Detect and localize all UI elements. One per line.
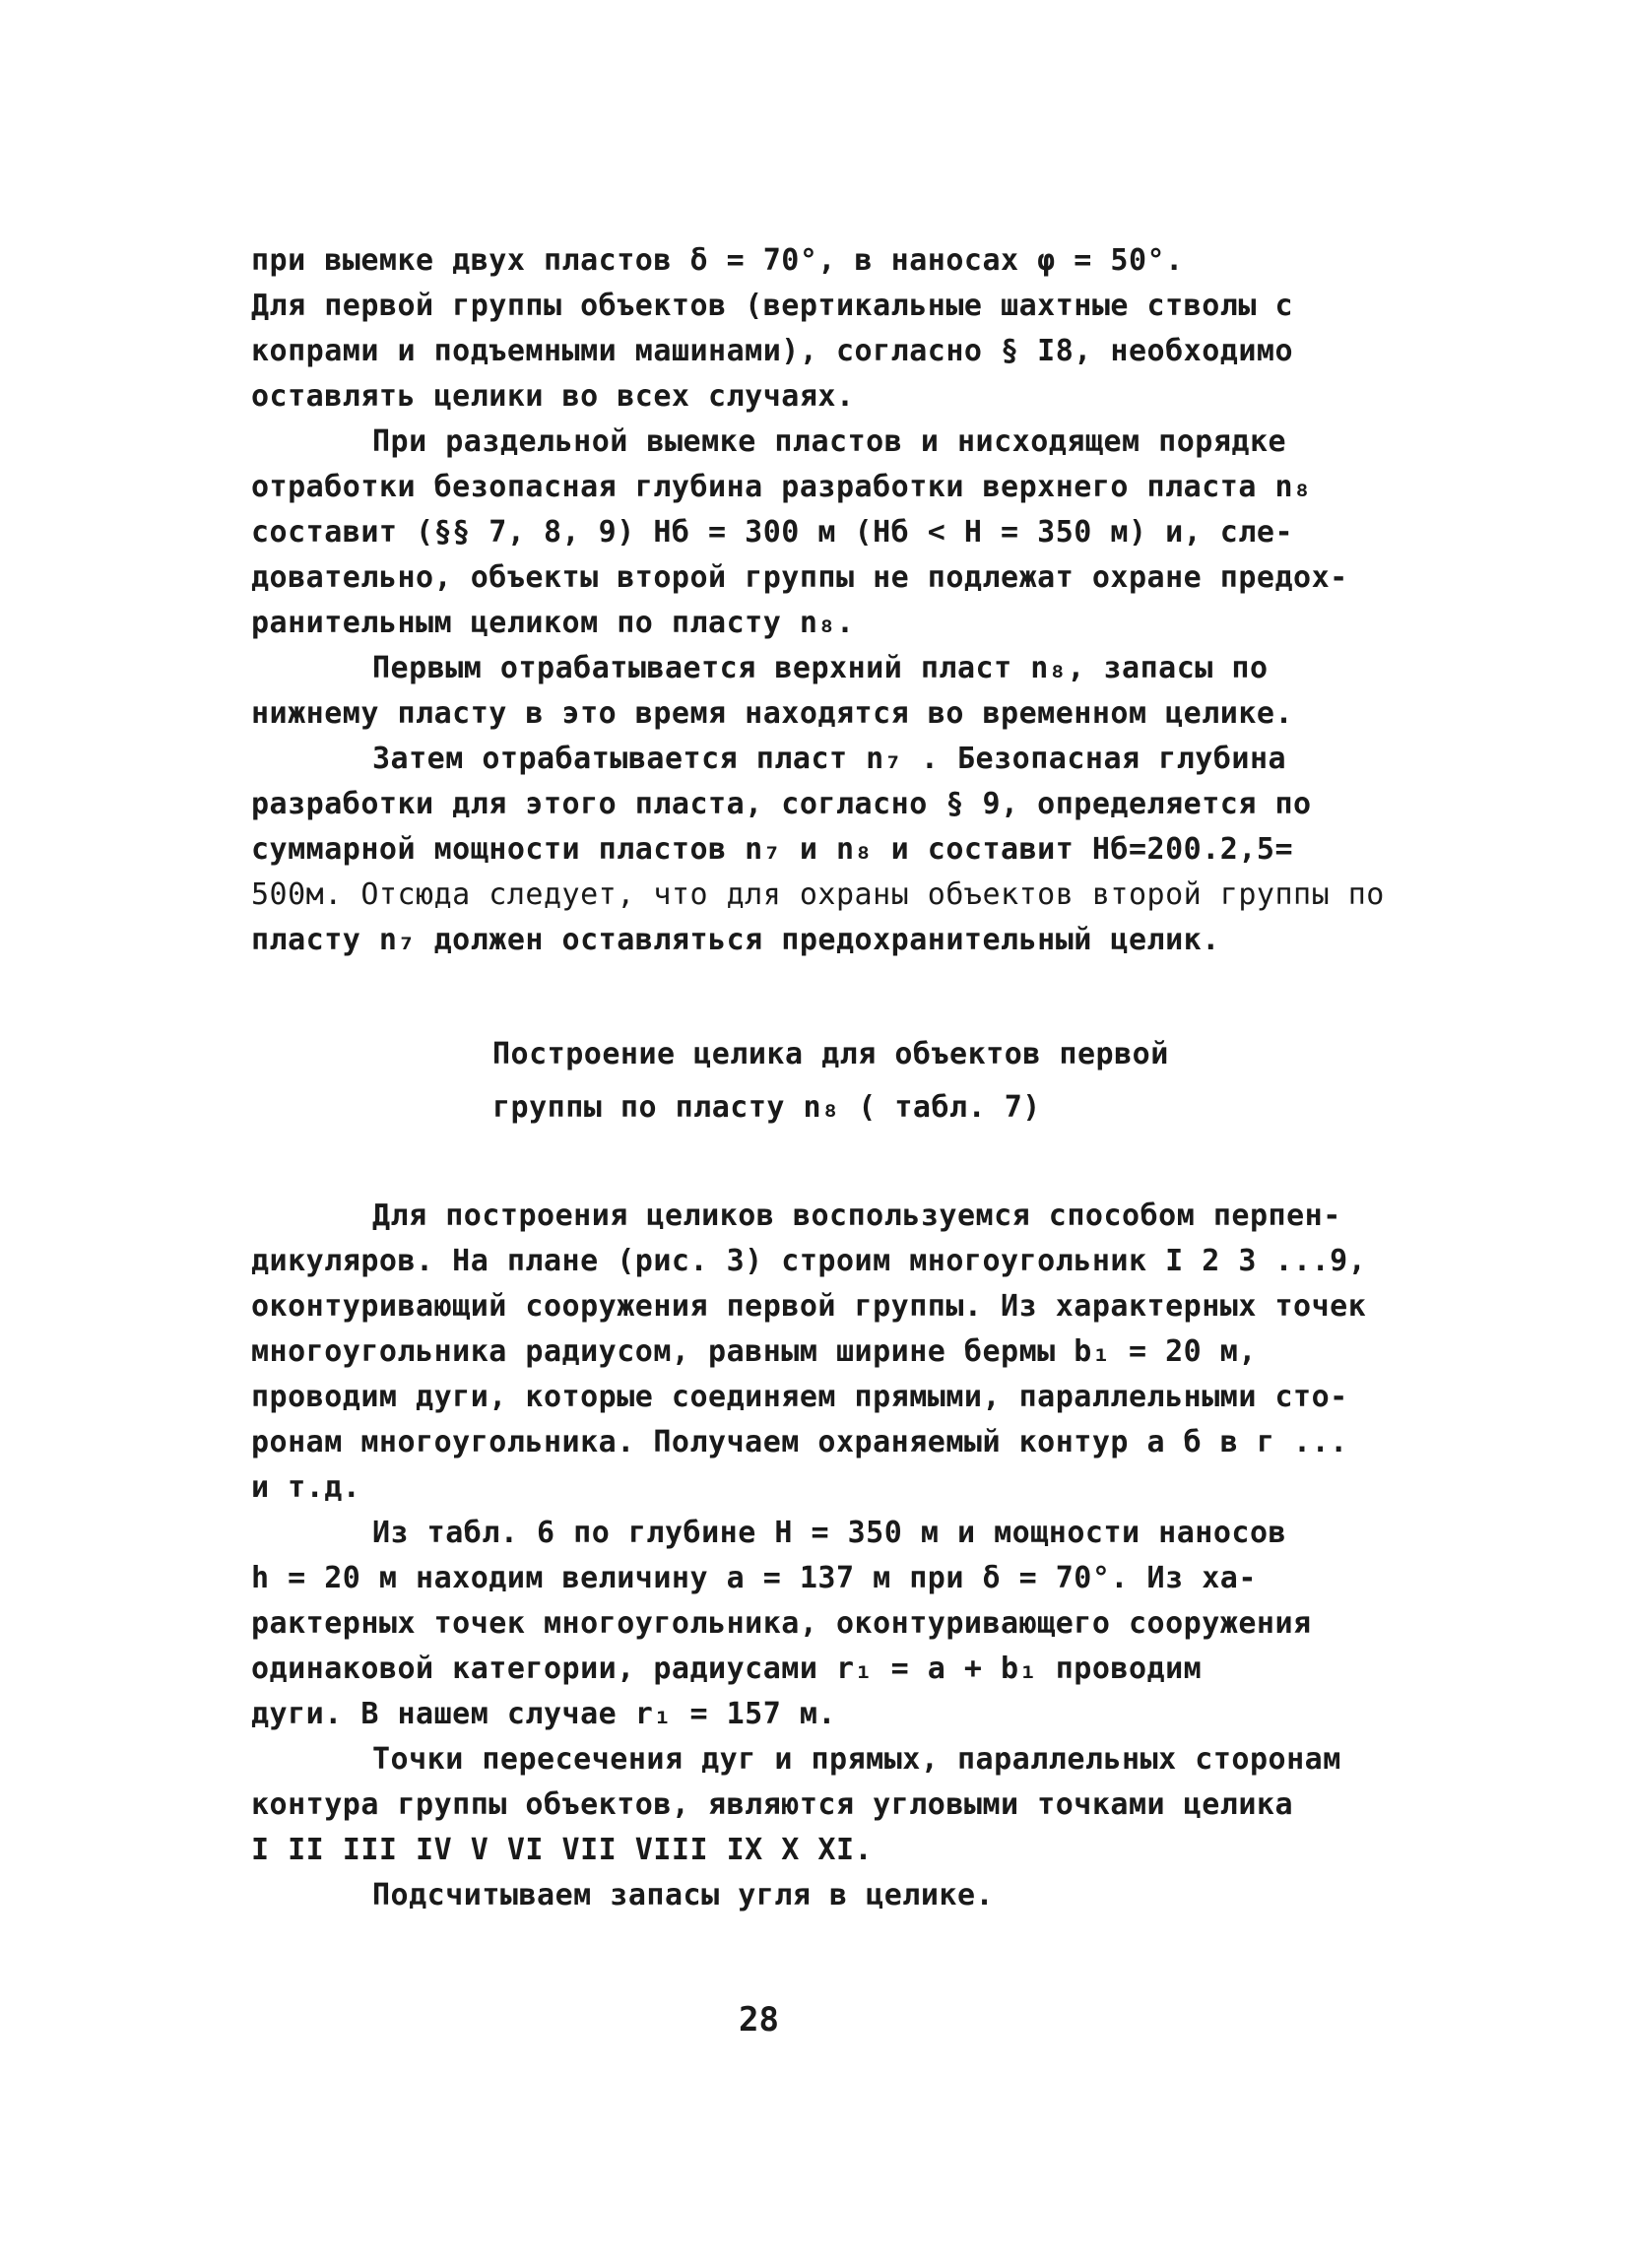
text-line: отработки безопасная глубина разработки верхнего пласта n₈ bbox=[251, 470, 1312, 504]
text-line: контура группы объектов, являются угловыми точками целика bbox=[251, 1787, 1294, 1822]
text-line: Для построения целиков воспользуемся способом перпен- bbox=[372, 1199, 1341, 1233]
text-line: многоугольника радиусом, равным ширине бермы b₁ = 20 м, bbox=[251, 1334, 1257, 1369]
page-number: 28 bbox=[739, 2000, 779, 2040]
text-line: ранительным целиком по пласту n₈. bbox=[251, 606, 855, 640]
text-line: пласту n₇ должен оставляться предохранительный целик. bbox=[251, 923, 1220, 957]
text-line: одинаковой категории, радиусами r₁ = a + b₁ проводим bbox=[251, 1652, 1203, 1686]
text-line: рактерных точек многоугольника, оконтуривающего сооружения bbox=[251, 1606, 1312, 1641]
text-line: и т.д. bbox=[251, 1470, 361, 1505]
text-line: оконтуривающий сооружения первой группы. Из характерных точек bbox=[251, 1289, 1367, 1324]
text-line: ронам многоугольника. Получаем охраняемый контур а б в г ... bbox=[251, 1425, 1348, 1459]
text-line: При раздельной выемке пластов и нисходящем порядке bbox=[372, 424, 1287, 459]
text-line: довательно, объекты второй группы не подлежат охране предох- bbox=[251, 560, 1348, 595]
text-line: дуги. В нашем случае r₁ = 157 м. bbox=[251, 1697, 836, 1731]
text-line: Затем отрабатывается пласт n₇ . Безопасная глубина bbox=[372, 742, 1287, 776]
text-line: Точки пересечения дуг и прямых, параллельных сторонам bbox=[372, 1742, 1341, 1777]
text-line: оставлять целики во всех случаях. bbox=[251, 379, 855, 414]
text-line: 500м. Отсюда следует, что для охраны объектов второй группы по bbox=[251, 877, 1385, 912]
section-heading-line: Построение целика для объектов первой bbox=[492, 1037, 1169, 1071]
text-line: нижнему пласту в это время находятся во временном целике. bbox=[251, 696, 1294, 731]
text-line: h = 20 м находим величину a = 137 м при δ = 70°. Из ха- bbox=[251, 1561, 1257, 1595]
section-heading-line: группы по пласту n₈ ( табл. 7) bbox=[492, 1090, 1041, 1125]
text-line: дикуляров. На плане (рис. 3) строим многоугольник I 2 3 ...9, bbox=[251, 1244, 1367, 1278]
text-line: при выемке двух пластов δ = 70°, в наносах φ = 50°. bbox=[251, 243, 1184, 278]
text-line: Подсчитываем запасы угля в целике. bbox=[372, 1878, 995, 1912]
text-line: Для первой группы объектов (вертикальные шахтные стволы с bbox=[251, 289, 1294, 323]
text-line: копрами и подъемными машинами), согласно § I8, необходимо bbox=[251, 334, 1294, 368]
text-line: составит (§§ 7, 8, 9) Hб = 300 м (Hб < H = 350 м) и, сле- bbox=[251, 515, 1294, 550]
text-line: Первым отрабатывается верхний пласт n₈, запасы по bbox=[372, 651, 1269, 685]
text-line: разработки для этого пласта, согласно § 9, определяется по bbox=[251, 787, 1312, 821]
text-line: I II III IV V VI VII VIII IX X XI. bbox=[251, 1833, 874, 1867]
text-line: Из табл. 6 по глубине H = 350 м и мощности наносов bbox=[372, 1516, 1287, 1550]
text-line: суммарной мощности пластов n₇ и n₈ и составит Hб=200.2,5= bbox=[251, 832, 1294, 867]
text-line: проводим дуги, которые соединяем прямыми, параллельными сто- bbox=[251, 1380, 1348, 1414]
